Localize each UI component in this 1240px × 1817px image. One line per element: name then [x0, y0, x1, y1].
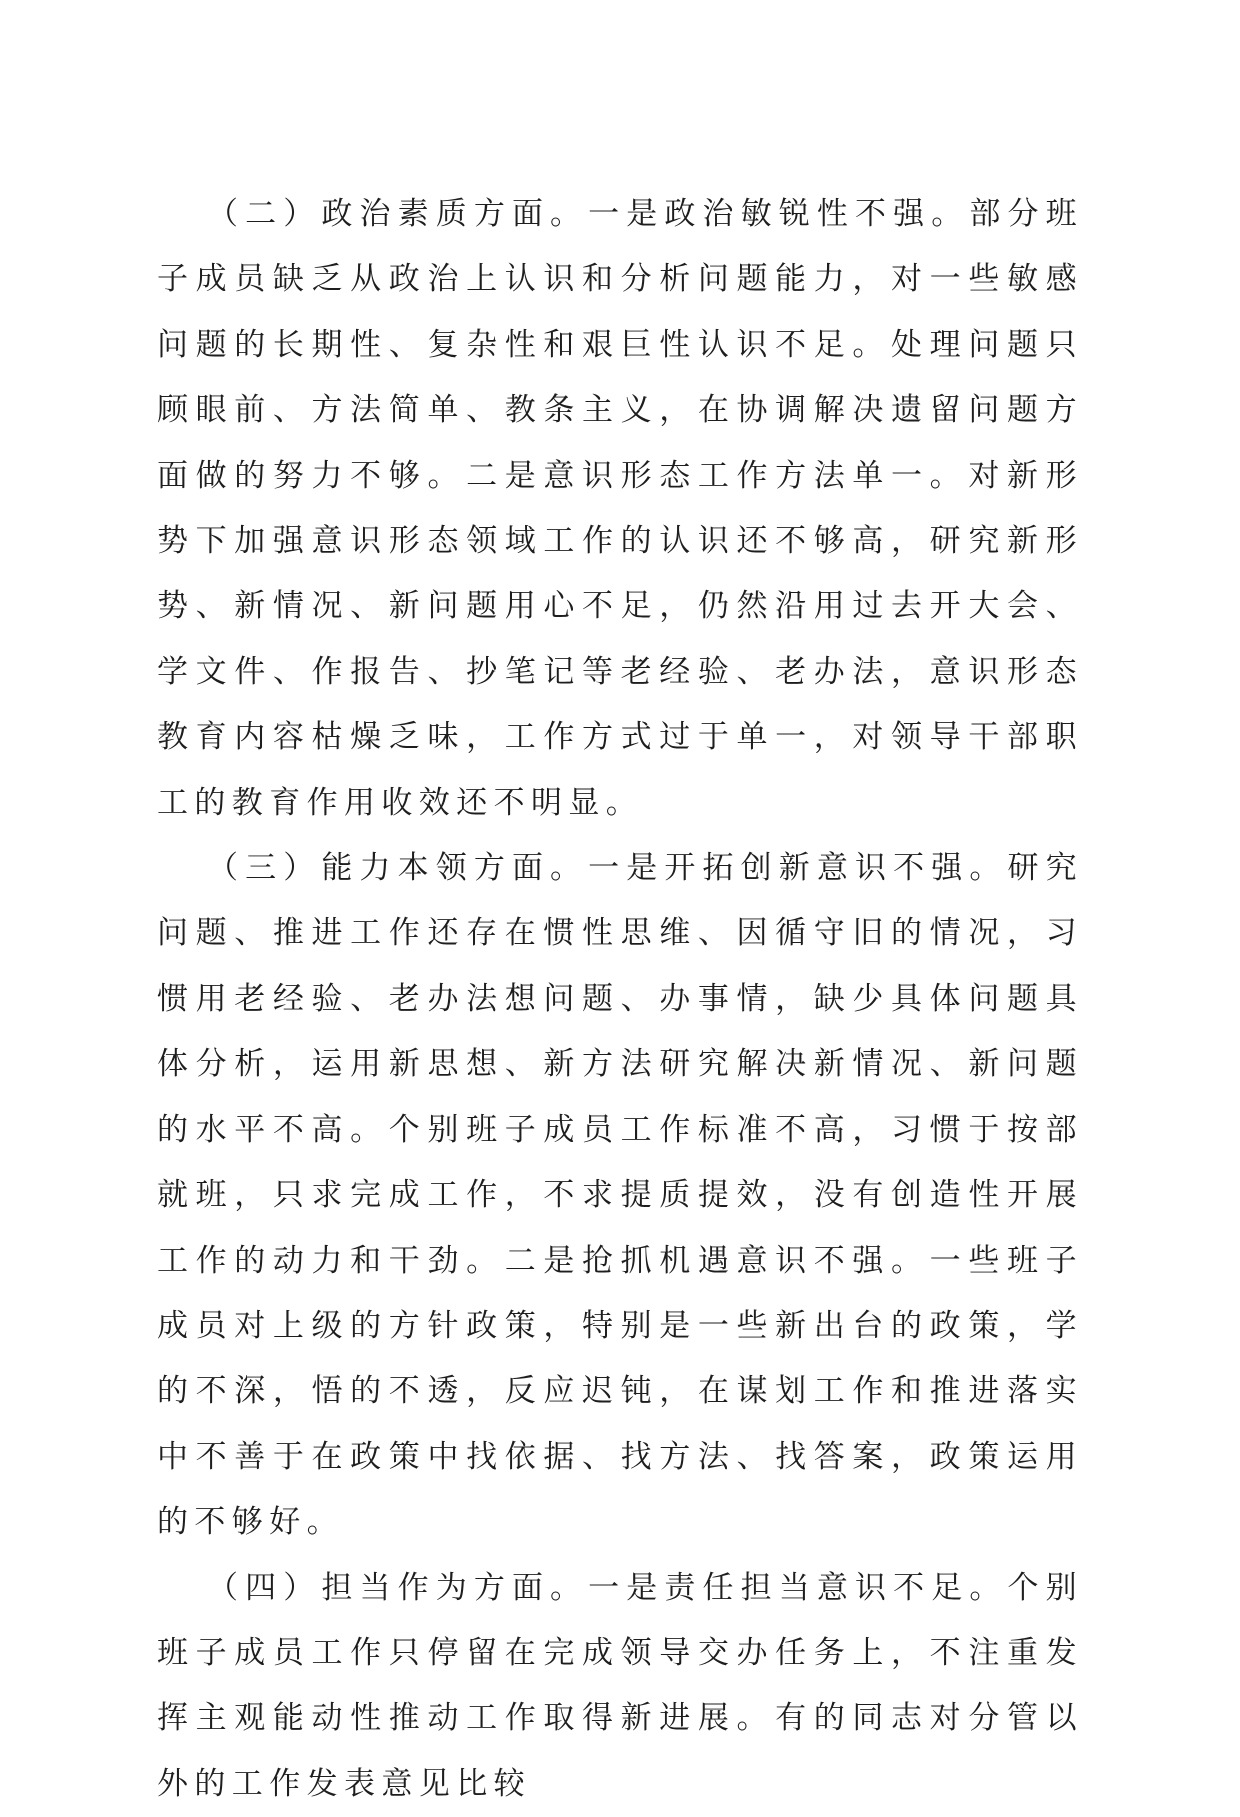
document-body [157, 182, 1083, 1817]
paragraph-political-quality: （二）政治素质方面。一是政治敏锐性不强。部分班子成员缺乏从政治上认识和分析问题能力，对一些敏感问题的长期性、复杂性和艰巨性认识不足。处理问题只顾眼前、方法简单、教条主义，在协调解决遗留问题方面做的努力不够。二是意识形态工作方法单一。对新形势下加强意识形态领域工作的认识还不够高，研究新形势、新情况、新问题用心不足，仍然沿用过去开大会、学文件、作报告、抄笔记等老经验、老办法，意识形态教育内容枯燥乏味，工作方式过于单一，对领导干部职工的教育作用收效还不明显。 [157, 196, 1083, 821]
paragraph-responsibility: （四）担当作为方面。一是责任担当意识不足。个别班子成员工作只停留在完成领导交办任务上，不注重发挥主观能动性推动工作取得新进展。有的同志对分管以外的工作发表意见比较 [157, 1569, 1083, 1802]
paragraph-capability: （三）能力本领方面。一是开拓创新意识不强。研究问题、推进工作还存在惯性思维、因循守旧的情况，习惯用老经验、老办法想问题、办事情，缺少具体问题具体分析，运用新思想、新方法研究解决新情况、新问题的水平不高。个别班子成员工作标准不高，习惯于按部就班，只求完成工作，不求提质提效，没有创造性开展工作的动力和干劲。二是抢抓机遇意识不强。一些班子成员对上级的方针政策，特别是一些新出台的政策，学的不深，悟的不透，反应迟钝，在谋划工作和推进落实中不善于在政策中找依据、找方法、找答案，政策运用的不够好。 [157, 850, 1083, 1541]
